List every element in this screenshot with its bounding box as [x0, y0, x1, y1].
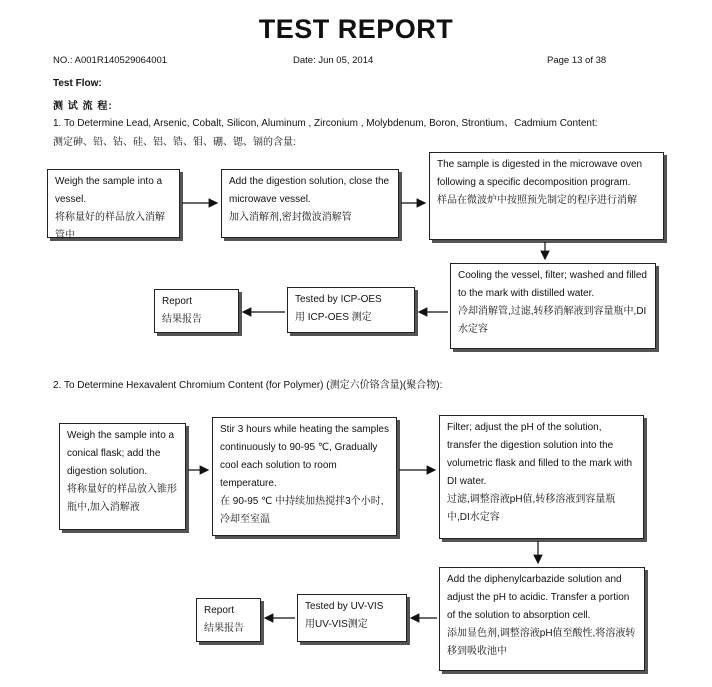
- s1-step-microwave-zh: 样品在微波炉中按照预先制定的程序进行消解: [437, 195, 637, 206]
- s1-step-report-en: Report: [162, 296, 193, 307]
- test-flow-label-zh: 测 试 流 程:: [53, 101, 113, 112]
- s2-step-filter-en: Filter; adjust the pH of the solution, transfer the digestion solution into the volumetric flask and filled to the mark with DI water.: [447, 422, 633, 487]
- s2-step-weigh-zh: 将称量好的样品放入锥形瓶中,加入消解液: [67, 484, 177, 513]
- s2-step-report-en: Report: [204, 605, 235, 616]
- s1-step-weigh-en: Weigh the sample into a vessel.: [55, 176, 163, 205]
- s1-step-microwave-en: The sample is digested in the microwave oven following a specific decomposition program.: [437, 159, 643, 188]
- s1-step-icp-en: Tested by ICP-OES: [295, 294, 382, 305]
- s2-step-filter-zh: 过滤,调整溶液pH值,转移溶液到容量瓶中,DI水定容: [447, 494, 616, 523]
- s1-step-digest-solution-zh: 加入消解剂,密封微波消解管: [229, 212, 352, 223]
- s1-step-digest-solution-en: Add the digestion solution, close the microwave vessel.: [229, 176, 390, 205]
- report-number: NO.: A001R140529064001: [53, 55, 168, 66]
- s1-step-cooling-zh: 冷却消解管,过滤,转移消解液到容量瓶中,DI水定容: [458, 306, 647, 335]
- s1-step-icp-zh: 用 ICP-OES 测定: [295, 312, 372, 323]
- s2-step-diphenylcarbazide-zh: 添加显色剂,调整溶液pH值至酸性,将溶液转移到吸收池中: [447, 628, 636, 657]
- s2-step-diphenylcarbazide-en: Add the diphenylcarbazide solution and adjust the pH to acidic. Transfer a portion of the solution to absorption cell.: [447, 574, 630, 621]
- report-date: Date: Jun 05, 2014: [293, 55, 374, 66]
- s2-step-stir-zh: 在 90-95 ℃ 中持续加热搅拌3个小时,冷却至室温: [220, 496, 384, 525]
- s1-step-report-zh: 结果报告: [162, 314, 202, 325]
- s2-step-report-zh: 结果报告: [204, 623, 244, 634]
- section1-heading-zh: 测定砷、铅、钴、硅、铝、锆、钼、硼、锶、镉的含量:: [53, 137, 296, 148]
- section1-heading: 1. To Determine Lead, Arsenic, Cobalt, Silicon, Aluminum , Zirconium , Molybdenum, Boron, Strontium、Cadmium Content:: [53, 118, 598, 129]
- report-title: TEST REPORT: [258, 14, 454, 44]
- s1-step-cooling-en: Cooling the vessel, filter; washed and filled to the mark with distilled water.: [458, 270, 647, 299]
- s2-step-stir-en: Stir 3 hours while heating the samples continuously to 90-95 ℃, Gradually cool each solution to room temperature.: [220, 424, 389, 489]
- section2-heading: 2. To Determine Hexavalent Chromium Content (for Polymer) (测定六价铬含量)(聚合物):: [53, 380, 443, 391]
- page-number: Page 13 of 38: [547, 55, 607, 66]
- s2-step-uvvis-en: Tested by UV-VIS: [305, 601, 384, 612]
- s2-step-weigh-en: Weigh the sample into a conical flask; add the digestion solution.: [67, 430, 175, 477]
- s1-step-weigh-zh: 将称量好的样品放入消解管中: [55, 212, 165, 241]
- s2-step-uvvis-zh: 用UV-VIS测定: [305, 619, 368, 630]
- test-flow-label: Test Flow:: [53, 78, 102, 89]
